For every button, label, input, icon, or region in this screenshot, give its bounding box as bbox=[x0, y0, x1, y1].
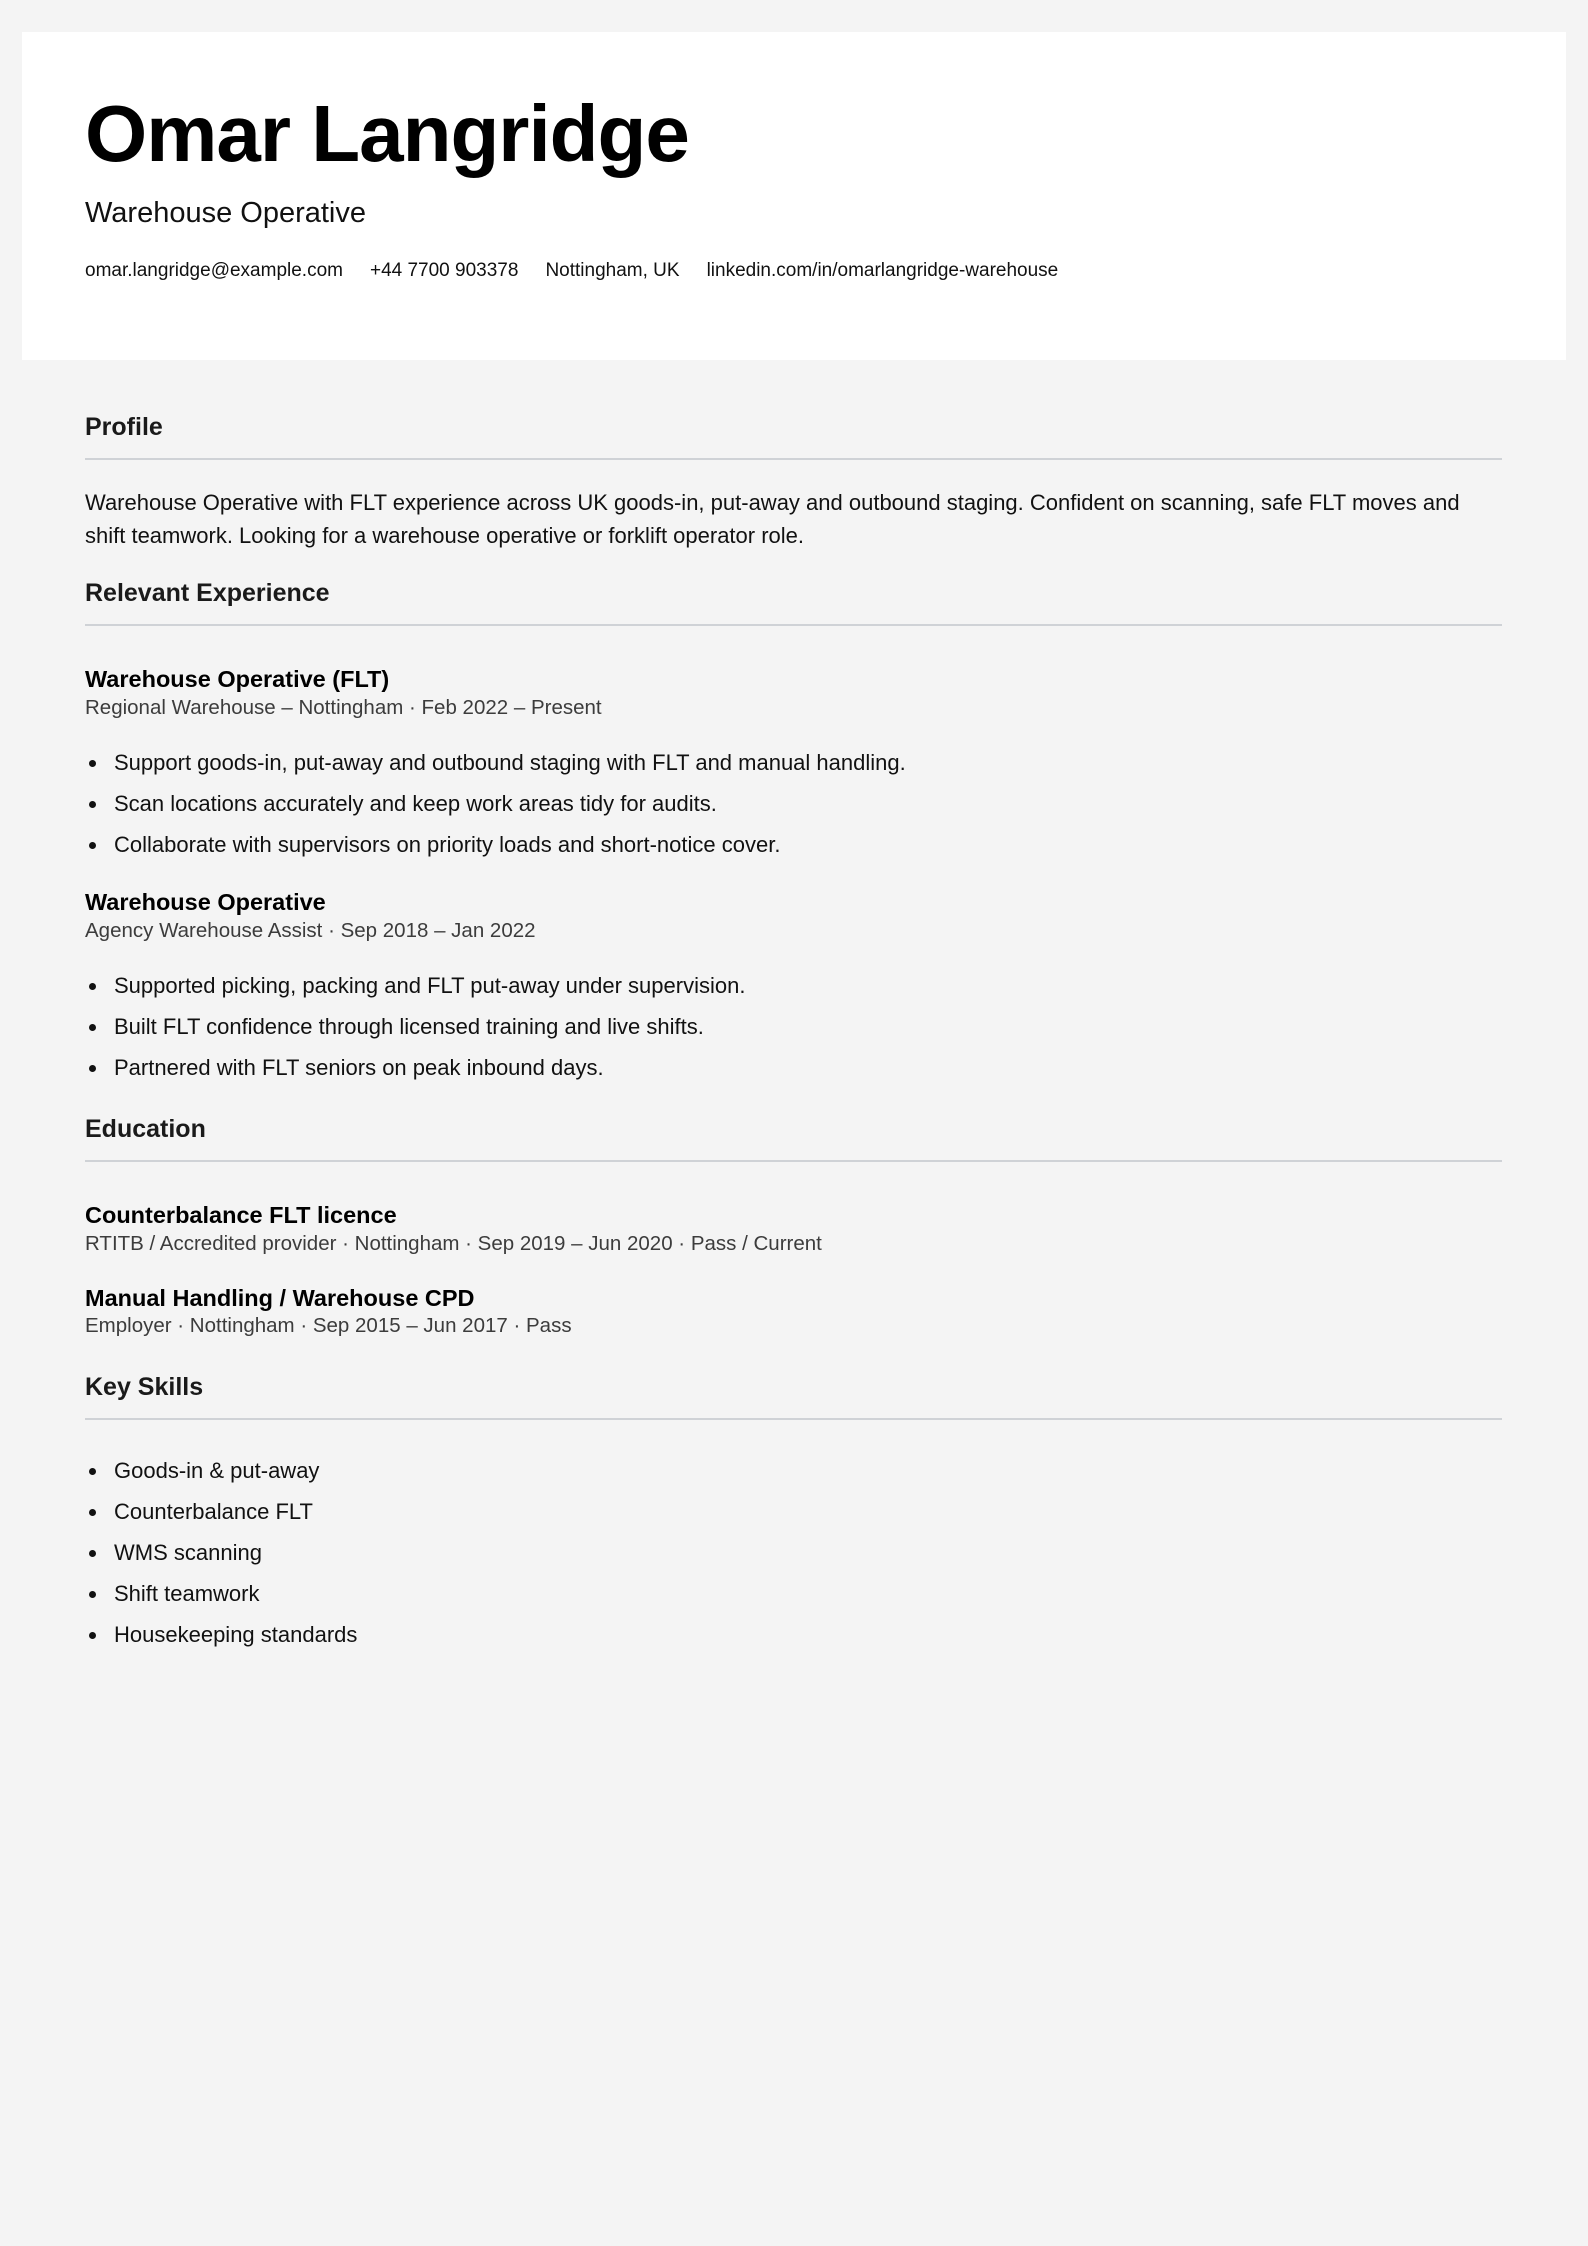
section-divider bbox=[85, 1160, 1502, 1162]
skills-section bbox=[85, 1372, 1502, 1655]
contact-row bbox=[85, 260, 1058, 283]
section-heading-education: Education bbox=[85, 1115, 206, 1144]
skill-item: Goods-in & put-away bbox=[85, 1450, 1502, 1491]
education-meta: RTITB / Accredited provider · Nottingham · Sep 2019 – Jun 2020 · Pass / Current bbox=[85, 1231, 822, 1255]
skill-item: Housekeeping standards bbox=[85, 1614, 1502, 1655]
contact-linkedin: linkedin.com/in/omarlangridge-warehouse bbox=[706, 260, 1059, 281]
contact-phone: +44 7700 903378 bbox=[369, 260, 519, 281]
job-title: Warehouse Operative bbox=[85, 889, 326, 916]
candidate-title: Warehouse Operative bbox=[85, 197, 367, 229]
profile-section bbox=[85, 412, 1502, 552]
job-bullets bbox=[85, 965, 1502, 1088]
contact-location: Nottingham, UK bbox=[545, 260, 680, 281]
bullet-item: Support goods-in, put-away and outbound staging with FLT and manual handling. bbox=[85, 742, 1502, 783]
section-heading-experience: Relevant Experience bbox=[85, 579, 330, 607]
section-heading-skills: Key Skills bbox=[85, 1372, 204, 1401]
section-divider bbox=[85, 458, 1502, 460]
experience-section bbox=[85, 578, 1502, 1088]
job-title: Warehouse Operative (FLT) bbox=[85, 666, 390, 692]
resume-body bbox=[85, 412, 1502, 1655]
section-divider bbox=[85, 1418, 1502, 1420]
education-title: Counterbalance FLT licence bbox=[85, 1202, 397, 1229]
contact-email: omar.langridge@example.com bbox=[85, 260, 343, 281]
skills-list bbox=[85, 1450, 1502, 1655]
section-heading-profile: Profile bbox=[85, 413, 163, 441]
bullet-item: Scan locations accurately and keep work areas tidy for audits. bbox=[85, 783, 1502, 824]
bullet-item: Supported picking, packing and FLT put-away under supervision. bbox=[85, 965, 1502, 1006]
job-bullets bbox=[85, 742, 1502, 865]
skill-item: Counterbalance FLT bbox=[85, 1491, 1502, 1532]
bullet-item: Collaborate with supervisors on priority loads and short-notice cover. bbox=[85, 824, 1502, 865]
job-meta: Regional Warehouse – Nottingham · Feb 2022 – Present bbox=[85, 695, 602, 719]
candidate-name: Omar Langridge bbox=[85, 89, 689, 178]
section-divider bbox=[85, 624, 1502, 626]
bullet-item: Partnered with FLT seniors on peak inbound days. bbox=[85, 1047, 1502, 1088]
resume-header bbox=[22, 32, 1566, 360]
profile-summary: Warehouse Operative with FLT experience across UK goods-in, put-away and outbound staging. Confident on scanning, safe FLT moves and shift teamwork. Looking for a warehouse operative or forklift operator role. bbox=[85, 490, 1460, 548]
experience-entry bbox=[85, 664, 1502, 865]
education-section bbox=[85, 1114, 1502, 1339]
job-meta: Agency Warehouse Assist · Sep 2018 – Jan 2022 bbox=[85, 918, 536, 942]
skill-item: Shift teamwork bbox=[85, 1573, 1502, 1614]
bullet-item: Built FLT confidence through licensed training and live shifts. bbox=[85, 1006, 1502, 1047]
education-meta: Employer · Nottingham · Sep 2015 – Jun 2017 · Pass bbox=[85, 1314, 572, 1338]
education-title: Manual Handling / Warehouse CPD bbox=[85, 1284, 475, 1311]
skill-item: WMS scanning bbox=[85, 1532, 1502, 1573]
education-entry bbox=[85, 1200, 1502, 1257]
education-entry bbox=[85, 1283, 1502, 1340]
experience-entry bbox=[85, 887, 1502, 1088]
